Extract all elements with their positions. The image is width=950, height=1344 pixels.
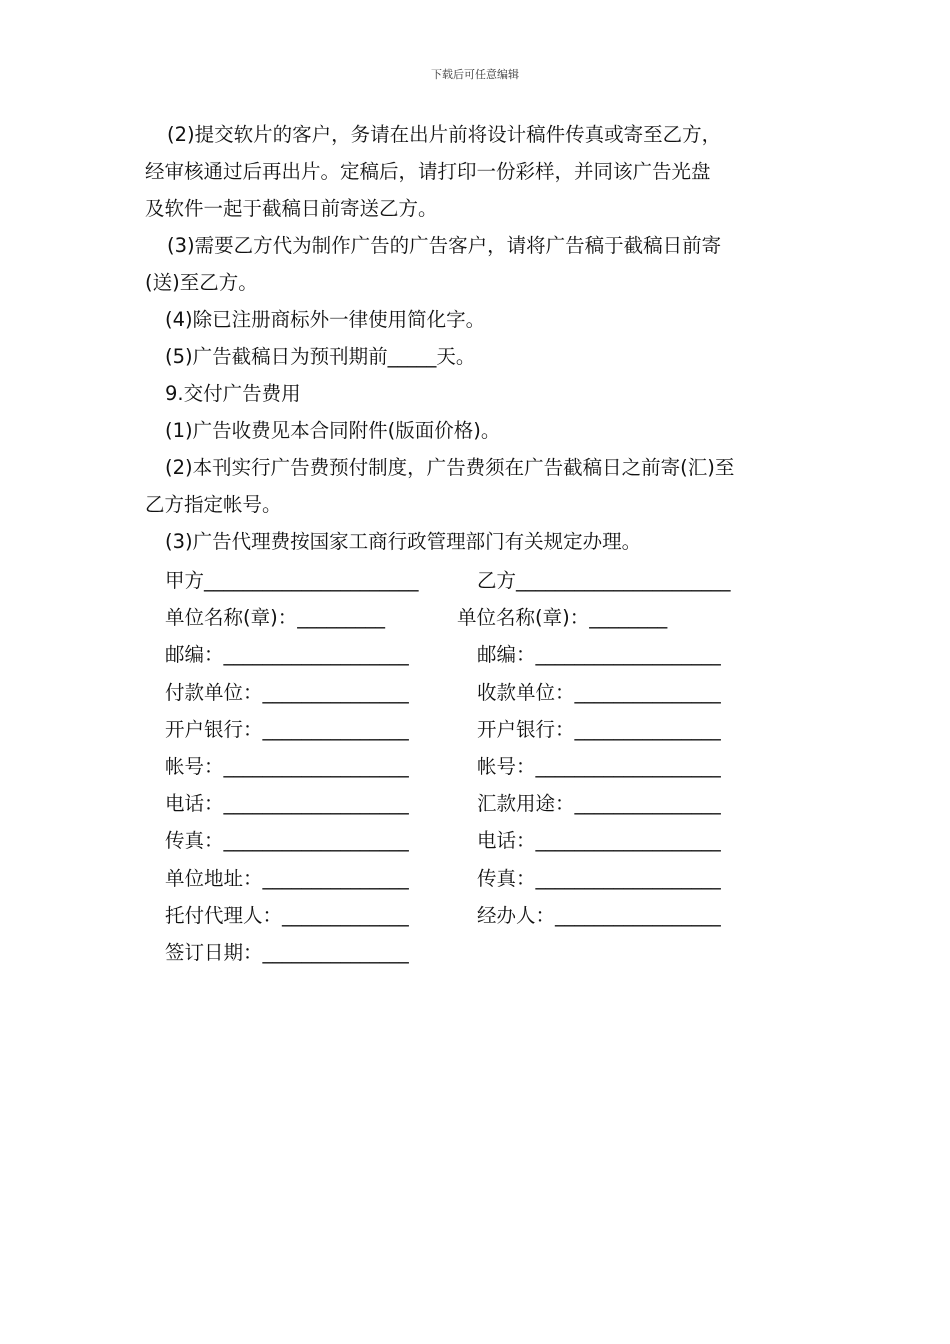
party-a-field: 甲方______________________	[165, 569, 419, 592]
form-row	[165, 860, 785, 897]
text-line: (5)广告截稿日为预刊期前_____天。	[165, 345, 476, 368]
party-b-field: 电话：___________________	[477, 829, 721, 853]
signing-date-field: 签订日期：_______________	[165, 940, 409, 964]
form-row	[165, 636, 785, 673]
text-line: (3)需要乙方代为制作广告的广告客户，请将广告稿于截稿日前寄	[167, 234, 722, 257]
party-b-field: 开户银行：_______________	[477, 717, 721, 741]
text-line: 9.交付广告费用	[165, 382, 301, 405]
text-line: (1)广告收费见本合同附件(版面价格)。	[165, 419, 501, 442]
party-a-field: 邮编：___________________	[165, 643, 409, 667]
party-b-field: 单位名称(章)：________	[457, 606, 668, 630]
party-a-field: 单位地址：_______________	[165, 866, 409, 890]
text-line: (3)广告代理费按国家工商行政管理部门有关规定办理。	[165, 530, 642, 553]
form-row	[165, 785, 785, 822]
text-line: 及软件一起于截稿日前寄送乙方。	[145, 197, 438, 220]
party-b-field: 邮编：___________________	[477, 643, 721, 667]
contract-body	[145, 116, 810, 560]
party-a-field: 电话：___________________	[165, 792, 409, 816]
party-a-field: 付款单位：_______________	[165, 680, 409, 704]
form-row	[165, 748, 785, 785]
clause-paragraph	[145, 412, 810, 449]
text-line: (2)本刊实行广告费预付制度，广告费须在广告截稿日之前寄(汇)至	[165, 456, 735, 479]
text-line: (2)提交软片的客户，务请在出片前将设计稿件传真或寄至乙方，	[167, 123, 722, 146]
section-heading	[145, 375, 810, 412]
party-b-field: 帐号：___________________	[477, 754, 721, 778]
form-row	[165, 599, 785, 636]
page-header: 下载后可任意编辑	[431, 68, 519, 81]
party-b-field: 经办人：_________________	[477, 903, 721, 927]
party-b-field: 汇款用途：_______________	[477, 792, 721, 816]
clause-paragraph	[145, 338, 810, 375]
clause-paragraph	[145, 227, 810, 301]
text-line: (送)至乙方。	[145, 271, 258, 294]
form-row	[165, 897, 785, 934]
text-line: 乙方指定帐号。	[145, 493, 282, 516]
form-row	[165, 674, 785, 711]
form-row	[165, 934, 785, 971]
form-row	[165, 711, 785, 748]
clause-paragraph	[145, 301, 810, 338]
party-a-field: 托付代理人：_____________	[165, 903, 409, 927]
clause-paragraph	[145, 523, 810, 560]
party-a-field: 开户银行：_______________	[165, 717, 409, 741]
text-line: (4)除已注册商标外一律使用简化字。	[165, 308, 486, 331]
text-line: 经审核通过后再出片。定稿后，请打印一份彩样，并同该广告光盘	[145, 160, 711, 183]
party-b-field: 传真：___________________	[477, 866, 721, 890]
clause-paragraph	[145, 116, 810, 227]
form-row	[165, 822, 785, 859]
clause-paragraph	[145, 449, 810, 523]
party-a-field: 帐号：___________________	[165, 754, 409, 778]
party-b-field: 乙方______________________	[477, 569, 731, 592]
party-a-field: 传真：___________________	[165, 829, 409, 853]
signature-form	[165, 562, 785, 971]
form-row	[165, 562, 785, 599]
party-b-field: 收款单位：_______________	[477, 680, 721, 704]
party-a-field: 单位名称(章)：_________	[165, 606, 385, 630]
